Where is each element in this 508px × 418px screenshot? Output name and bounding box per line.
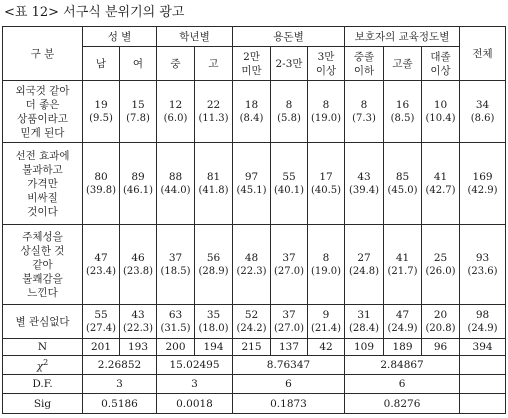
cell-percent: (41.8) [198, 184, 229, 196]
row-label: 외국것 같아 더 좋은 상품이라고 믿게 된다 [3, 81, 83, 143]
cell-percent: (45.1) [236, 184, 267, 196]
cell-percent: (27.0) [273, 265, 305, 277]
cell-percent: (24.9) [387, 322, 418, 334]
data-cell [384, 305, 422, 339]
n-value: 194 [195, 339, 233, 356]
n-row [3, 339, 506, 356]
data-cell [460, 81, 506, 143]
data-cell [157, 143, 195, 225]
data-cell [120, 143, 157, 225]
data-cell [157, 81, 195, 143]
cell-count: 22 [206, 98, 221, 111]
df-value: 6 [345, 375, 460, 394]
cell-percent: (23.6) [467, 265, 498, 277]
cell-percent: (40.5) [310, 184, 342, 196]
cell-percent: (40.1) [273, 184, 305, 196]
header-sub-3-1: 고졸 [384, 47, 422, 81]
data-cell [233, 305, 271, 339]
data-cell [233, 225, 271, 305]
data-cell [120, 81, 157, 143]
cell-count: 19 [94, 98, 108, 111]
header-sub-2-0: 2만 미만 [233, 47, 271, 81]
cell-count: 17 [319, 170, 333, 183]
cell-count: 8 [285, 98, 293, 111]
data-cell [271, 305, 308, 339]
n-value: 394 [460, 339, 506, 356]
cell-count: 88 [168, 170, 183, 183]
df-row [3, 375, 506, 394]
cell-percent: (44.0) [160, 184, 191, 196]
cell-count: 8 [360, 98, 368, 111]
cell-percent: (19.0) [310, 112, 342, 124]
data-row [3, 81, 506, 143]
cell-count: 55 [94, 308, 108, 321]
cell-count: 12 [168, 98, 183, 111]
header-sub-2-1: 2-3만 [271, 47, 308, 81]
data-cell [384, 143, 422, 225]
header-sub-3-2: 대졸 이상 [422, 47, 460, 81]
header-sub-1-1: 고 [195, 47, 233, 81]
cell-count: 41 [395, 251, 410, 264]
df-value: 6 [233, 375, 345, 394]
cell-count: 81 [206, 170, 221, 183]
sig-value: 0.5186 [83, 394, 157, 414]
cell-percent: (8.4) [239, 112, 264, 124]
cell-percent: (27.0) [273, 322, 305, 334]
data-cell [195, 225, 233, 305]
cell-count: 56 [206, 251, 221, 264]
data-cell [195, 81, 233, 143]
df-label: D.F. [3, 375, 83, 394]
sig-total-empty [460, 394, 506, 414]
data-cell [422, 305, 460, 339]
df-value: 3 [83, 375, 157, 394]
data-cell [157, 305, 195, 339]
header-group-1: 학년별 [157, 27, 233, 47]
cell-count: 97 [244, 170, 259, 183]
chi-square-row [3, 356, 506, 375]
header-sub-0-1: 여 [120, 47, 157, 81]
header-group-0: 성 별 [83, 27, 157, 47]
header-sub-2-2: 3만 이상 [308, 47, 345, 81]
data-row [3, 143, 506, 225]
data-cell [345, 225, 384, 305]
data-cell [120, 305, 157, 339]
cell-count: 20 [433, 308, 448, 321]
data-cell [83, 143, 120, 225]
cell-percent: (23.8) [122, 265, 154, 277]
cell-count: 43 [357, 170, 371, 183]
data-cell [271, 225, 308, 305]
data-cell [422, 81, 460, 143]
data-row [3, 225, 506, 305]
cell-percent: (7.3) [352, 112, 376, 124]
table-caption: <표 12> 서구식 분위기의 광고 [4, 5, 185, 20]
crosstab-table [2, 26, 506, 414]
cell-percent: (18.5) [160, 265, 191, 277]
cell-percent: (22.3) [122, 322, 154, 334]
data-cell [233, 81, 271, 143]
data-cell [460, 143, 506, 225]
cell-count: 10 [433, 98, 448, 111]
chi-square-label: $\chi^2$ [3, 356, 83, 375]
cell-percent: (11.3) [198, 112, 229, 124]
sig-row [3, 394, 506, 414]
cell-count: 35 [206, 308, 221, 321]
cell-count: 8 [322, 251, 330, 264]
cell-count: 48 [244, 251, 259, 264]
cell-count: 46 [131, 251, 145, 264]
data-cell [384, 225, 422, 305]
cell-percent: (21.4) [310, 322, 342, 334]
cell-percent: (10.4) [425, 112, 456, 124]
cell-count: 27 [357, 251, 371, 264]
df-total-empty [460, 375, 506, 394]
row-label: 주체성을 상실한 것 같아 불쾌감을 느낀다 [3, 225, 83, 305]
cell-count: 98 [475, 308, 490, 321]
cell-count: 169 [472, 170, 493, 183]
cell-count: 15 [131, 98, 145, 111]
cell-percent: (28.4) [348, 322, 380, 334]
data-cell [422, 143, 460, 225]
n-value: 109 [345, 339, 384, 356]
data-cell [308, 305, 345, 339]
data-row [3, 305, 506, 339]
n-value: 193 [120, 339, 157, 356]
cell-percent: (46.1) [122, 184, 154, 196]
cell-count: 52 [244, 308, 259, 321]
cell-count: 80 [94, 170, 108, 183]
cell-count: 18 [244, 98, 259, 111]
row-label: 선전 효과에 불과하고 가격만 비싸질 것이다 [3, 143, 83, 225]
header-sub-0-0: 남 [83, 47, 120, 81]
data-cell [233, 143, 271, 225]
cell-percent: (24.9) [467, 322, 498, 334]
header-group-3: 보호자의 교육정도별 [345, 27, 460, 47]
n-value: 215 [233, 339, 271, 356]
cell-percent: (26.0) [425, 265, 456, 277]
data-cell [120, 225, 157, 305]
data-cell [345, 81, 384, 143]
data-cell [157, 225, 195, 305]
data-cell [384, 81, 422, 143]
chi-square-value: 8.76347 [233, 356, 345, 375]
n-value: 201 [83, 339, 120, 356]
cell-count: 55 [282, 170, 296, 183]
cell-percent: (20.8) [425, 322, 456, 334]
data-cell [308, 225, 345, 305]
header-sub-1-0: 중 [157, 47, 195, 81]
cell-count: 9 [322, 308, 330, 321]
data-cell [460, 305, 506, 339]
header-row-groups [3, 27, 506, 47]
data-cell [195, 305, 233, 339]
cell-count: 37 [168, 251, 183, 264]
cell-percent: (6.0) [163, 112, 188, 124]
cell-percent: (24.2) [236, 322, 267, 334]
df-value: 3 [157, 375, 233, 394]
chi-square-value: 2.26852 [83, 356, 157, 375]
cell-percent: (42.9) [467, 184, 498, 196]
cell-percent: (42.7) [425, 184, 456, 196]
cell-percent: (8.5) [390, 112, 415, 124]
sig-label: Sig [3, 394, 83, 414]
cell-count: 85 [395, 170, 410, 183]
cell-count: 47 [395, 308, 410, 321]
n-value: 96 [422, 339, 460, 356]
cell-count: 41 [433, 170, 448, 183]
cell-count: 89 [131, 170, 145, 183]
data-cell [460, 225, 506, 305]
cell-count: 47 [94, 251, 108, 264]
n-label: N [3, 339, 83, 356]
cell-percent: (39.4) [348, 184, 380, 196]
cell-percent: (19.0) [310, 265, 342, 277]
cell-count: 43 [131, 308, 145, 321]
cell-percent: (5.8) [277, 112, 301, 124]
cell-count: 8 [322, 98, 330, 111]
data-cell [83, 225, 120, 305]
n-value: 137 [271, 339, 308, 356]
n-value: 189 [384, 339, 422, 356]
header-corner: 구 분 [3, 27, 83, 81]
chi-square-total-empty [460, 356, 506, 375]
header-group-2: 용돈별 [233, 27, 345, 47]
data-cell [308, 143, 345, 225]
data-cell [271, 81, 308, 143]
cell-percent: (23.4) [85, 265, 117, 277]
chi-square-value: 2.84867 [345, 356, 460, 375]
data-cell [422, 225, 460, 305]
cell-count: 25 [433, 251, 448, 264]
data-cell [83, 305, 120, 339]
header-sub-3-0: 중졸 이하 [345, 47, 384, 81]
cell-percent: (9.5) [89, 112, 113, 124]
data-cell [195, 143, 233, 225]
data-cell [271, 143, 308, 225]
cell-count: 16 [395, 98, 410, 111]
data-cell [83, 81, 120, 143]
cell-percent: (31.5) [160, 322, 191, 334]
n-value: 42 [308, 339, 345, 356]
header-total: 전체 [460, 27, 506, 81]
sig-value: 0.8276 [345, 394, 460, 414]
cell-percent: (8.6) [470, 112, 495, 124]
sig-value: 0.0018 [157, 394, 233, 414]
data-cell [345, 143, 384, 225]
data-cell [308, 81, 345, 143]
cell-percent: (39.8) [85, 184, 117, 196]
cell-count: 63 [168, 308, 183, 321]
cell-count: 34 [475, 98, 490, 111]
cell-percent: (7.8) [126, 112, 150, 124]
cell-count: 93 [475, 251, 490, 264]
cell-percent: (27.4) [85, 322, 117, 334]
cell-percent: (18.0) [198, 322, 229, 334]
n-value: 200 [157, 339, 195, 356]
cell-count: 37 [282, 308, 296, 321]
cell-percent: (22.3) [236, 265, 267, 277]
row-label: 별 관심없다 [3, 305, 83, 339]
cell-percent: (28.9) [198, 265, 229, 277]
cell-count: 37 [282, 251, 296, 264]
data-cell [345, 305, 384, 339]
cell-percent: (21.7) [387, 265, 418, 277]
cell-count: 31 [357, 308, 371, 321]
sig-value: 0.1873 [233, 394, 345, 414]
cell-percent: (45.0) [387, 184, 418, 196]
cell-percent: (24.8) [348, 265, 380, 277]
chi-square-value: 15.02495 [157, 356, 233, 375]
